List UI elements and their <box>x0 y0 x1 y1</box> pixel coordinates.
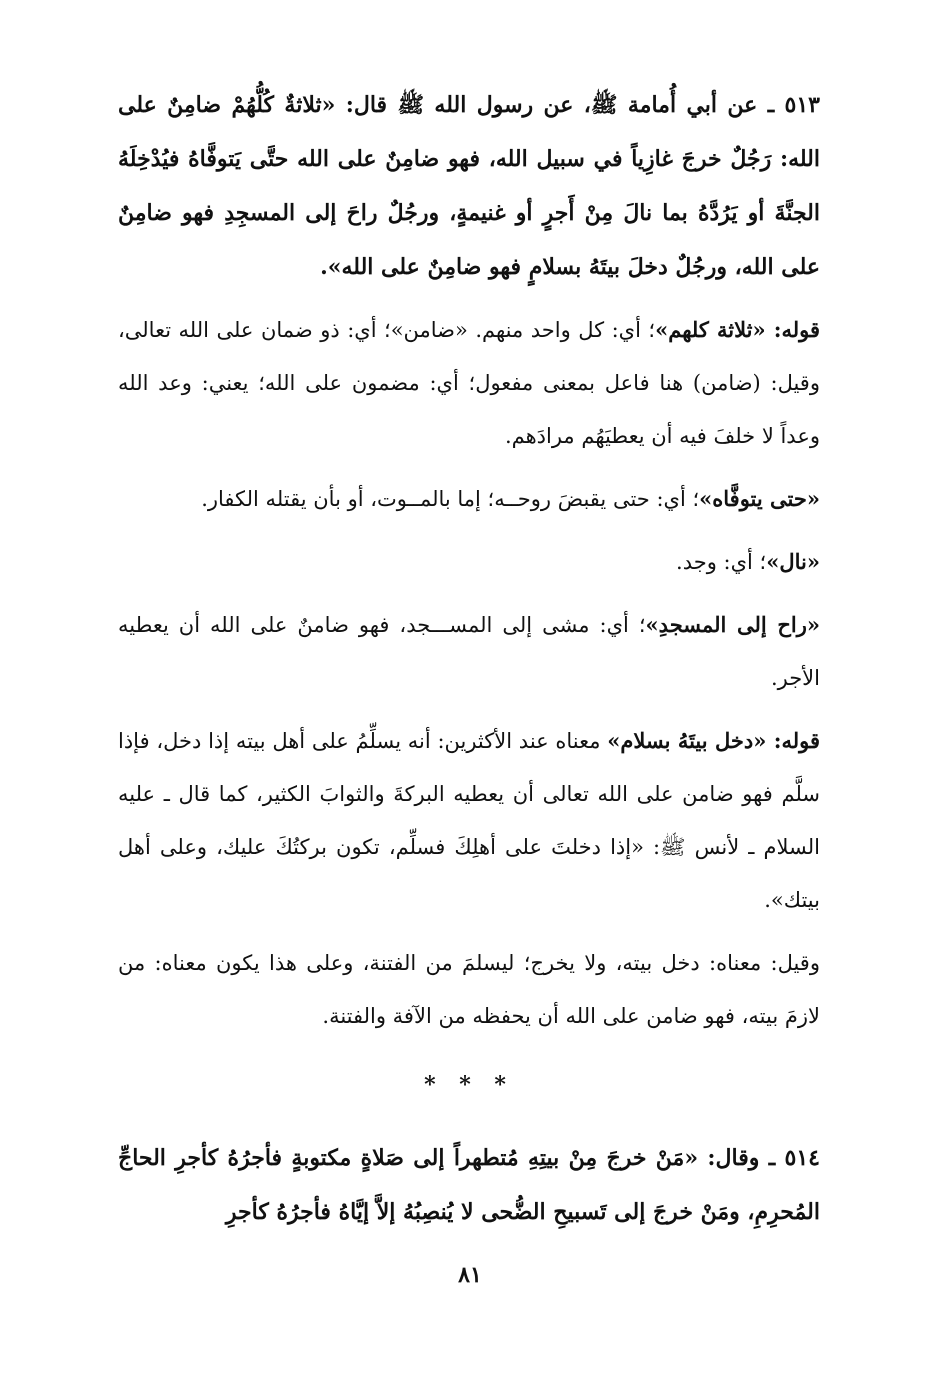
commentary-label: قوله: «دخل بيتَهُ بسلام» <box>607 728 820 753</box>
commentary-label: قوله: «ثلاثة كلهم» <box>655 317 820 342</box>
page-body <box>118 78 820 1248</box>
hadith-513: ٥١٣ ـ عن أبي أُمامة ﷺ، عن رسول الله ﷺ قال: «ثلاثةٌ كُلُّهُمْ ضامِنٌ على الله: رَجُلٌ خرجَ غازِياً في سبيل الله، فهو ضامِنٌ على الله حتَّى يَتوفَّاهُ فيُدْخِلَهُ الجنَّةَ أو يَرُدَّهُ بما نالَ مِنْ أَجرٍ أو غنيمةٍ، ورجُلٌ راحَ إلى المسجِدِ فهو ضامِنٌ على الله، ورجُلٌ دخلَ بيتَهُ بسلامٍ فهو ضامِنٌ على الله». <box>118 92 820 280</box>
section-separator: * * * <box>424 1072 514 1098</box>
commentary-text: ؛ أي: كل واحد منهم. «ضامن»؛ أي: ذو ضمان على الله تعالى، وقيل: (ضامن) هنا فاعل بمعنى مفعول؛ أي: مضمون على الله؛ يعني: وعد الله وعداً لا خلفَ فيه أن يعطيَهُم مرادَهم. <box>118 318 820 448</box>
commentary-text: ؛ أي: وجد. <box>676 550 767 574</box>
hadith-514: ٥١٤ ـ وقال: «مَنْ خرجَ مِنْ بيتِهِ مُتطهراً إلى صَلاةٍ مكتوبةٍ فأجرُهُ كأجرِ الحاجِّ المُحرِمِ، ومَنْ خرجَ إلى تَسبيحِ الضُّحى لا يُنصِبُهُ إلاَّ إيَّاهُ فأجرُهُ كأجرِ <box>118 1145 820 1225</box>
commentary-paragraph-6 <box>118 936 820 1043</box>
commentary-text: ؛ أي: مشى إلى المســـجد، فهو ضامنٌ على الله أن يعطيه الأجر. <box>118 613 820 690</box>
commentary-text: وقيل: معناه: دخل بيته، ولا يخرج؛ ليسلمَ من الفتنة، وعلى هذا يكون معناه: من لازمَ بيته، فهو ضامن على الله أن يحفظه من الآفة والفتنة. <box>118 951 820 1028</box>
commentary-label: «حتى يتوفَّاه» <box>699 486 820 511</box>
commentary-label: «راح إلى المسجدِ» <box>645 612 820 637</box>
commentary-paragraph-1 <box>118 303 820 463</box>
commentary-paragraph-4 <box>118 598 820 705</box>
commentary-text: معناه عند الأكثرين: أنه يسلِّمُ على أهل بيته إذا دخل، فإذا سلَّم فهو ضامن على الله تعالى أن يعطيه البركةَ والثوابَ الكثير، كما قال ـ عليه السلام ـ لأنس ﷺ: «إذا دخلتَ على أهلِكَ فسلِّم، تكون بركتُكَ عليك، وعلى أهل بيتك». <box>118 729 820 912</box>
commentary-paragraph-5 <box>118 714 820 927</box>
page-number: ٨١ <box>458 1262 482 1288</box>
commentary-text: ؛ أي: حتى يقبضَ روحــه؛ إما بالمــوت، أو بأن يقتله الكفار. <box>201 487 700 511</box>
commentary-paragraph-3 <box>118 535 820 589</box>
commentary-paragraph-2 <box>118 472 820 526</box>
commentary-label: «نال» <box>766 549 820 574</box>
